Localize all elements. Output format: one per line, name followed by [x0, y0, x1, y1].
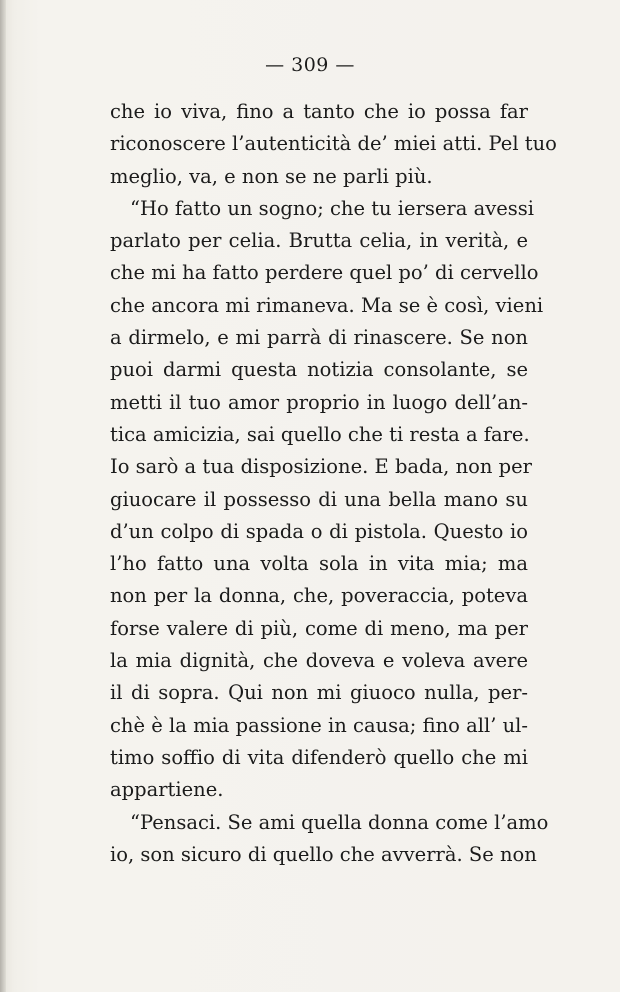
- text-line: l’ho fatto una volta sola in vita mia; ma: [110, 552, 528, 576]
- text-line: metti il tuo amor proprio in luogo dell’an-: [110, 390, 528, 414]
- text-line: non per la donna, che, poveraccia, poteva: [110, 584, 528, 608]
- text-line: Io sarò a tua disposizione. E bada, non per: [110, 455, 532, 479]
- text-line: “Pensaci. Se ami quella donna come l’amo: [130, 810, 549, 834]
- text-line: appartiene.: [110, 778, 224, 802]
- text-line: io, son sicuro di quello che avverrà. Se non: [110, 842, 537, 866]
- text-line: riconoscere l’autenticità de’ miei atti. Pel tuo: [110, 132, 557, 156]
- body-text: [110, 96, 557, 871]
- text-line: puoi darmi questa notizia consolante, se: [110, 358, 528, 382]
- text-line: a dirmelo, e mi parrà di rinascere. Se non: [110, 326, 528, 350]
- text-line: chè è la mia passione in causa; fino all’ ul-: [110, 713, 528, 737]
- text-line: d’un colpo di spada o di pistola. Questo io: [110, 519, 528, 543]
- text-line: giuocare il possesso di una bella mano su: [110, 487, 528, 511]
- text-line: parlato per celia. Brutta celia, in verità, e: [110, 229, 528, 253]
- text-line: che ancora mi rimaneva. Ma se è così, vieni: [110, 293, 544, 317]
- text-line: che io viva, fino a tanto che io possa far: [110, 100, 528, 123]
- text-line: forse valere di più, come di meno, ma per: [110, 616, 528, 640]
- text-line: il di sopra. Qui non mi giuoco nulla, per-: [110, 681, 528, 705]
- text-line: timo soffio di vita difenderò quello che mi: [110, 745, 528, 769]
- text-line: la mia dignità, che doveva e voleva avere: [110, 649, 528, 673]
- text-line: meglio, va, e non se ne parli più.: [110, 164, 433, 188]
- text-line: “Ho fatto un sogno; che tu iersera avessi: [130, 196, 535, 220]
- text-line: tica amicizia, sai quello che ti resta a fare.: [110, 422, 530, 446]
- text-line: che mi ha fatto perdere quel po’ di cervello: [110, 261, 539, 285]
- page-number: — 309 —: [265, 54, 355, 76]
